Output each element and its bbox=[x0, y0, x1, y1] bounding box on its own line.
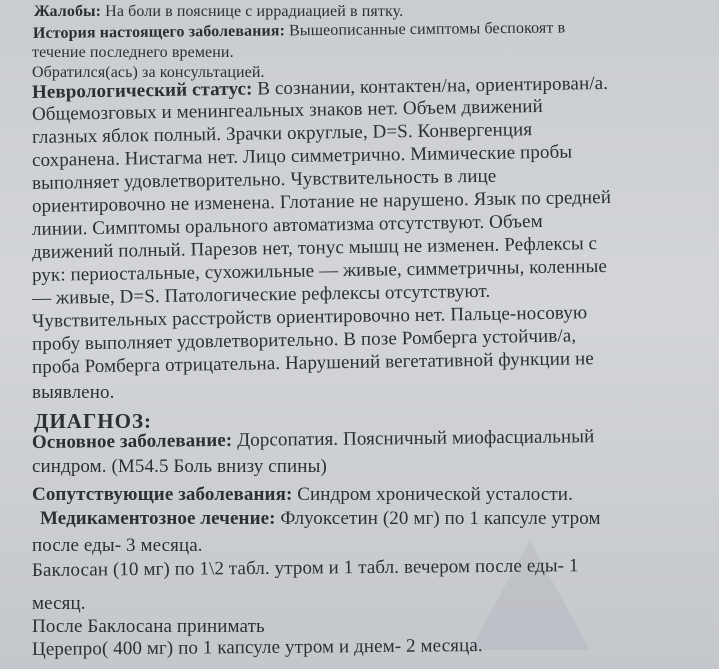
comorbid-label: Сопутствующие заболевания: bbox=[32, 484, 293, 505]
neuro-text-1: В сознании, контактен/на, ориентирован/а. bbox=[252, 72, 609, 100]
treatment-continuation: Церепро( 400 мг) по 1 капсуле утром и днем- 2 месяца. bbox=[31, 635, 483, 660]
history-label: История настоящего заболевания: bbox=[32, 22, 286, 42]
history-line-2: течение последнего времени. bbox=[32, 44, 234, 61]
treatment-label: Медикаментозное лечение: bbox=[40, 508, 276, 529]
treatment-continuation: месяц. bbox=[32, 593, 86, 614]
comorbid-text: Синдром хронической усталости. bbox=[292, 484, 573, 505]
treatment-continuation: После Баклосана принимать bbox=[32, 616, 265, 637]
neuro-line: движений полный. Парезов нет, тонус мышц не изменен. Рефлексы с bbox=[31, 233, 598, 263]
neuro-line: проба Ромберга отрицательна. Нарушений вегетативной функции не bbox=[31, 348, 595, 378]
treatment-continuation: после еды- 3 месяца. bbox=[32, 535, 203, 556]
neuro-line: сохранена. Нистагма нет. Лицо симметрично. Мимические пробы bbox=[31, 141, 573, 171]
referral-line: Обратился(ась) за консультацией. bbox=[32, 64, 265, 81]
neuro-line: — живые, D=S. Патологические рефлексы отсутствуют. bbox=[31, 280, 491, 309]
history-line-1 bbox=[33, 19, 565, 43]
main-diagnosis-text: Дорсопатия. Поясничный миофасциальный bbox=[232, 426, 595, 451]
treatment-text: Флуоксетин (20 мг) по 1 капсуле утром bbox=[275, 508, 601, 529]
neuro-line: линии. Симптомы орального автоматизма отсутствуют. Объем bbox=[31, 210, 543, 240]
neuro-line: ориентировочно не изменена. Глотание не нарушено. Язык по средней bbox=[31, 186, 612, 217]
treatment-continuation: Баклосан (10 мг) по 1\2 табл. утром и 1 табл. вечером после еды- 1 bbox=[31, 555, 579, 581]
neuro-line: рук: периостальные, сухожильные — живые, симметричны, коленные bbox=[31, 255, 608, 286]
complaints-line bbox=[34, 3, 403, 21]
treatment-line bbox=[40, 508, 601, 530]
main-diagnosis-line bbox=[32, 426, 595, 454]
comorbid-line bbox=[32, 484, 573, 506]
neuro-line: Чувствительных расстройств ориентировочно нет. Пальце-носовую bbox=[31, 302, 588, 332]
history-text-1: Вышеописанные симптомы беспокоят в bbox=[284, 19, 566, 40]
neuro-line: выполняет удовлетворительно. Чувствительность в лице bbox=[31, 165, 497, 194]
complaints-label: Жалобы: bbox=[34, 3, 102, 20]
main-diagnosis-label: Основное заболевание: bbox=[31, 429, 233, 453]
diagnosis-heading: ДИАГНОЗ: bbox=[34, 409, 153, 433]
main-diagnosis-line-2: синдром. (M54.5 Боль внизу спины) bbox=[32, 456, 327, 477]
neuro-label: Неврологический статус: bbox=[31, 78, 253, 103]
neuro-line: выявлено. bbox=[32, 382, 115, 403]
neuro-line: глазных яблок полный. Зрачки округлые, D=S. Конвергенция bbox=[31, 119, 533, 148]
neuro-line: Общемозговых и менингеальных знаков нет. Объем движений bbox=[31, 95, 544, 125]
complaints-text: На боли в пояснице с иррадиацией в пятку. bbox=[101, 3, 404, 20]
neuro-line: пробу выполняет удовлетворительно. В позе Ромберга устойчив/а, bbox=[31, 325, 577, 355]
